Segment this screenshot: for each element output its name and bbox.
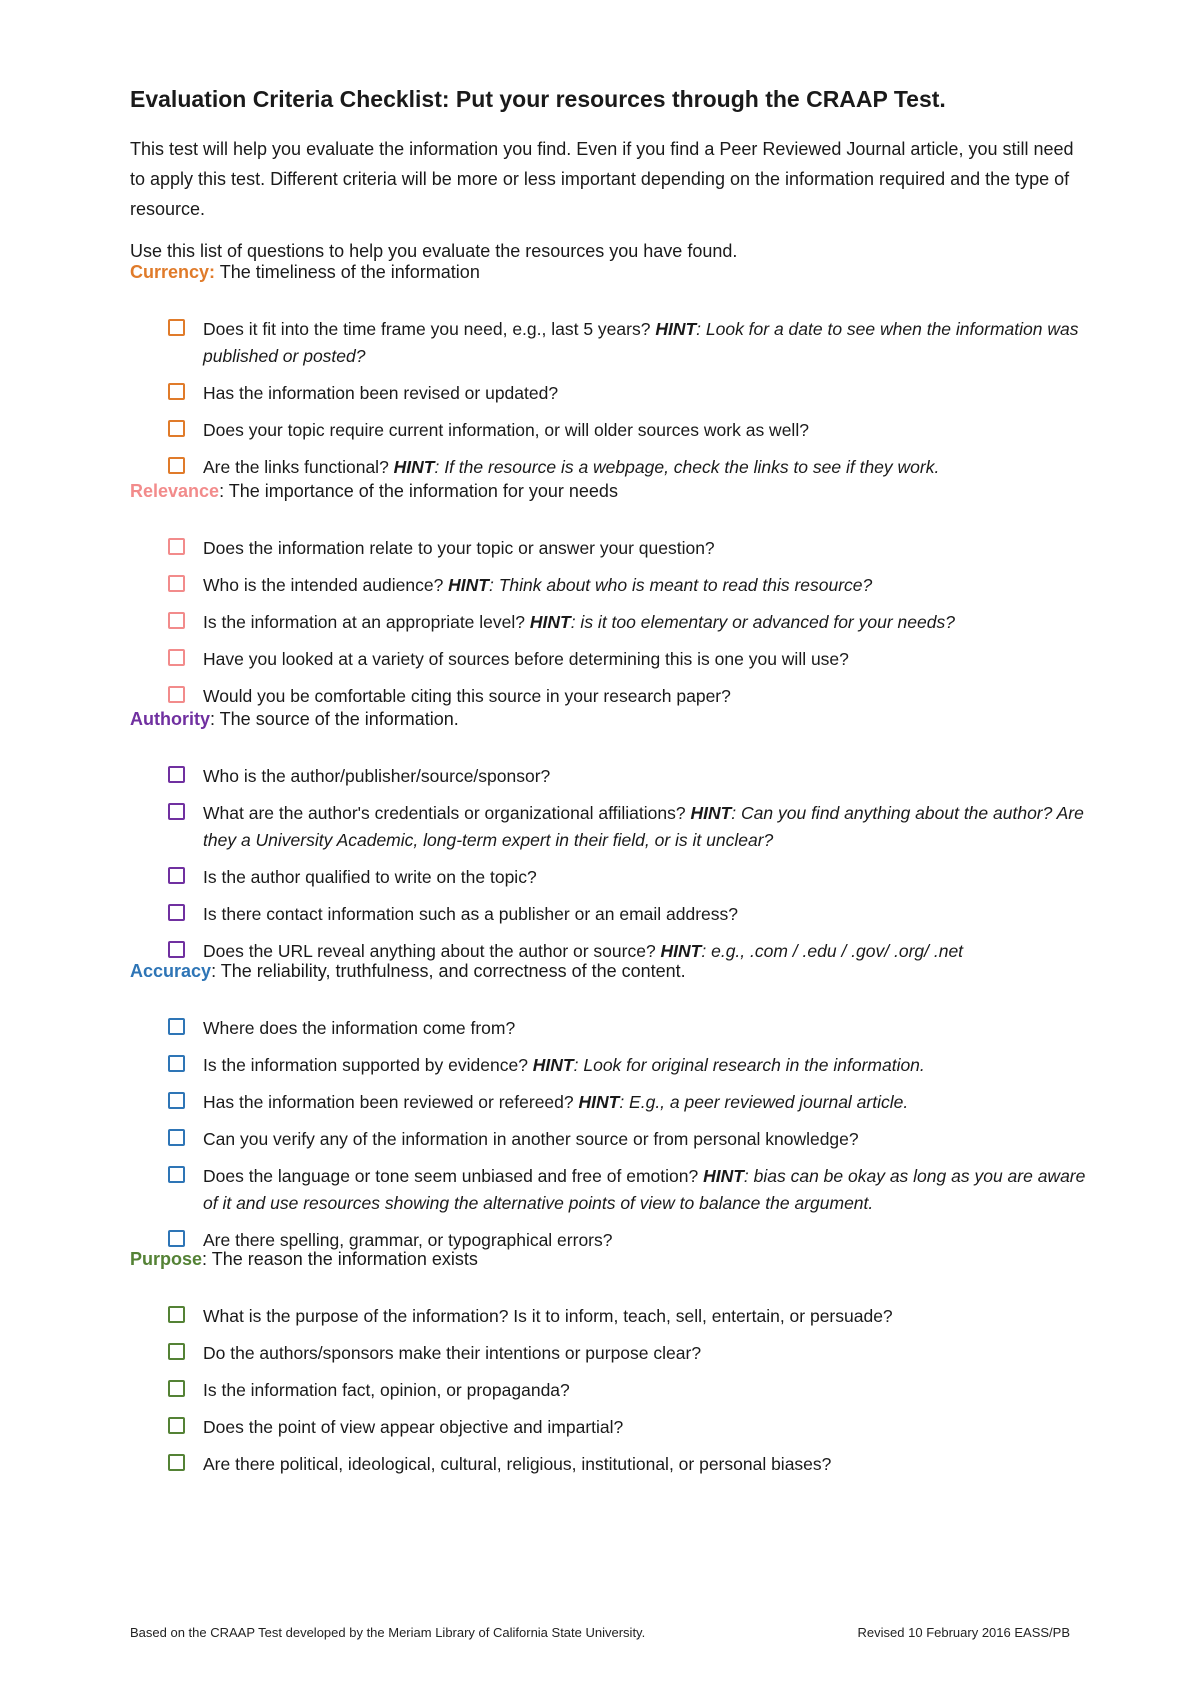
hint-label: HINT	[655, 319, 697, 339]
question-text: Has the information been revised or updated?	[203, 383, 559, 403]
checklist	[130, 316, 1090, 481]
checkbox-icon[interactable]	[168, 1129, 185, 1146]
checkbox-icon[interactable]	[168, 766, 185, 783]
checklist-item	[130, 1451, 1090, 1478]
question-text: Has the information been reviewed or refereed?	[203, 1092, 579, 1112]
checklist-item	[130, 1089, 1090, 1116]
checkbox-icon[interactable]	[168, 803, 185, 820]
section-heading	[130, 262, 1090, 290]
question-text: What is the purpose of the information? Is it to inform, teach, sell, entertain, or persuade?	[203, 1306, 893, 1326]
question-text: Are the links functional?	[203, 457, 394, 477]
page-title: Evaluation Criteria Checklist: Put your resources through the CRAAP Test.	[130, 86, 946, 112]
section-name: Relevance	[130, 481, 220, 501]
question-text: Are there spelling, grammar, or typographical errors?	[203, 1230, 613, 1250]
checklist	[130, 1015, 1090, 1254]
section-description: : The reliability, truthfulness, and correctness of the content.	[211, 961, 686, 981]
hint-label: HINT	[690, 803, 732, 823]
question-text: What are the author's credentials or organizational affiliations?	[203, 803, 691, 823]
question-text: Who is the author/publisher/source/sponsor?	[203, 766, 551, 786]
checklist-item	[130, 1052, 1090, 1079]
checkbox-icon[interactable]	[168, 575, 185, 592]
checklist-item	[130, 1340, 1090, 1367]
question-text: Does the information relate to your topic or answer your question?	[203, 538, 715, 558]
section-heading	[130, 1249, 1090, 1277]
hint-label: HINT	[393, 457, 435, 477]
hint-text: : Can you find anything about the author? Are they a University Academic, long-term expert in their field, or is it unclear?	[203, 803, 1084, 850]
question-text: Does your topic require current information, or will older sources work as well?	[203, 420, 809, 440]
hint-text: : Look for original research in the information.	[573, 1055, 925, 1075]
checkbox-icon[interactable]	[168, 686, 185, 703]
footer-credit: Based on the CRAAP Test developed by the Meriam Library of California State University.	[130, 1625, 646, 1640]
checklist-item	[130, 1163, 1090, 1217]
section-heading	[130, 709, 1090, 737]
question-text: Are there political, ideological, cultural, religious, institutional, or personal biases?	[203, 1454, 832, 1474]
checklist-item	[130, 800, 1090, 854]
checklist-item	[130, 609, 1090, 636]
footer-revision: Revised 10 February 2016 EASS/PB	[857, 1625, 1070, 1640]
question-text: Where does the information come from?	[203, 1018, 516, 1038]
checklist-item	[130, 901, 1090, 928]
hint-text: : Think about who is meant to read this resource?	[489, 575, 873, 595]
checkbox-icon[interactable]	[168, 457, 185, 474]
hint-text: : Look for a date to see when the information was published or posted?	[203, 319, 1079, 366]
question-text: Who is the intended audience?	[203, 575, 449, 595]
checkbox-icon[interactable]	[168, 1417, 185, 1434]
section-description: : The reason the information exists	[202, 1249, 478, 1269]
section-currency	[130, 262, 1090, 491]
checkbox-icon[interactable]	[168, 1306, 185, 1323]
section-name: Accuracy	[130, 961, 212, 981]
question-text: Does the URL reveal anything about the author or source?	[203, 941, 661, 961]
section-name: Purpose	[130, 1249, 203, 1269]
instructions-paragraph: Use this list of questions to help you evaluate the resources you have found.	[130, 241, 738, 261]
hint-label: HINT	[532, 1055, 574, 1075]
section-description: : The importance of the information for your needs	[219, 481, 618, 501]
checklist-item	[130, 646, 1090, 673]
checkbox-icon[interactable]	[168, 319, 185, 336]
hint-text: : If the resource is a webpage, check the links to see if they work.	[434, 457, 940, 477]
question-text: Is the information supported by evidence?	[203, 1055, 533, 1075]
section-authority	[130, 709, 1090, 975]
checklist-item	[130, 1015, 1090, 1042]
checkbox-icon[interactable]	[168, 1092, 185, 1109]
section-purpose	[130, 1249, 1090, 1488]
checkbox-icon[interactable]	[168, 612, 185, 629]
question-text: Is the information at an appropriate level?	[203, 612, 530, 632]
hint-label: HINT	[660, 941, 702, 961]
question-text: Does the language or tone seem unbiased and free of emotion?	[203, 1166, 704, 1186]
checkbox-icon[interactable]	[168, 1166, 185, 1183]
checklist	[130, 1303, 1090, 1478]
question-text: Is the information fact, opinion, or propaganda?	[203, 1380, 570, 1400]
checklist-item	[130, 454, 1090, 481]
question-text: Is the author qualified to write on the topic?	[203, 867, 537, 887]
section-name: Authority	[130, 709, 210, 729]
question-text: Does the point of view appear objective and impartial?	[203, 1417, 624, 1437]
hint-label: HINT	[448, 575, 489, 595]
hint-label: HINT	[529, 612, 571, 632]
checklist-item	[130, 535, 1090, 562]
checklist-item	[130, 417, 1090, 444]
question-text: Does it fit into the time frame you need, e.g., last 5 years?	[203, 319, 656, 339]
question-text: Is there contact information such as a publisher or an email address?	[203, 904, 739, 924]
hint-text: : bias can be okay as long as you are aware of it and use resources showing the alternative points of view to balance the argument.	[203, 1166, 1086, 1213]
checkbox-icon[interactable]	[168, 941, 185, 958]
checkbox-icon[interactable]	[168, 1018, 185, 1035]
checkbox-icon[interactable]	[168, 383, 185, 400]
hint-label: HINT	[703, 1166, 744, 1186]
checkbox-icon[interactable]	[168, 1055, 185, 1072]
checklist	[130, 535, 1090, 710]
question-text: Would you be comfortable citing this source in your research paper?	[203, 686, 731, 706]
checkbox-icon[interactable]	[168, 538, 185, 555]
hint-text: : E.g., a peer reviewed journal article.	[619, 1092, 909, 1112]
checklist-item	[130, 572, 1090, 599]
section-heading	[130, 481, 1090, 509]
checklist-item	[130, 1126, 1090, 1153]
question-text: Have you looked at a variety of sources before determining this is one you will use?	[203, 649, 849, 669]
checklist-item	[130, 1303, 1090, 1330]
question-text: Can you verify any of the information in another source or from personal knowledge?	[203, 1129, 859, 1149]
checkbox-icon[interactable]	[168, 867, 185, 884]
checklist-item	[130, 380, 1090, 407]
question-text: Do the authors/sponsors make their intentions or purpose clear?	[203, 1343, 702, 1363]
hint-text: : e.g., .com / .edu / .gov/ .org/ .net	[701, 941, 964, 961]
hint-text: : is it too elementary or advanced for your needs?	[570, 612, 955, 632]
checklist-item	[130, 316, 1090, 370]
checkbox-icon[interactable]	[168, 904, 185, 921]
checkbox-icon[interactable]	[168, 1454, 185, 1471]
section-name: Currency:	[130, 262, 216, 282]
section-description: : The source of the information.	[210, 709, 459, 729]
checkbox-icon[interactable]	[168, 1380, 185, 1397]
section-accuracy	[130, 961, 1090, 1264]
checklist	[130, 763, 1090, 965]
section-description: The timeliness of the information	[215, 262, 480, 282]
checklist-item	[130, 763, 1090, 790]
checkbox-icon[interactable]	[168, 649, 185, 666]
checkbox-icon[interactable]	[168, 1343, 185, 1360]
section-relevance	[130, 481, 1090, 720]
checklist-item	[130, 1414, 1090, 1441]
hint-label: HINT	[578, 1092, 620, 1112]
checkbox-icon[interactable]	[168, 1230, 185, 1247]
intro-paragraph: This test will help you evaluate the information you find. Even if you find a Peer Reviewed Journal article, you still need to apply this test. Different criteria will be more or less important depending on the information required and the type of resource.	[130, 139, 1074, 219]
section-heading	[130, 961, 1090, 989]
checkbox-icon[interactable]	[168, 420, 185, 437]
checklist-item	[130, 1377, 1090, 1404]
checklist-item	[130, 683, 1090, 710]
checklist-item	[130, 864, 1090, 891]
